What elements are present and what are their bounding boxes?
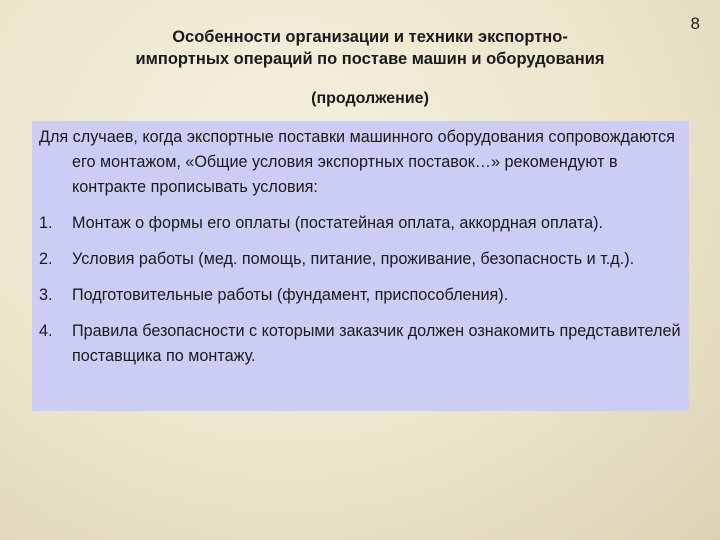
condition-text: Монтаж о формы его оплаты (постатейная оплата, аккордная оплата). [72, 214, 604, 232]
slide-title-line-2: импортных операций по поставе машин и оборудования [135, 50, 605, 68]
condition-item-3 [39, 283, 681, 308]
condition-number: 3. [39, 286, 53, 304]
content-box [32, 121, 689, 411]
conditions-list [39, 211, 681, 369]
condition-item-1 [39, 211, 681, 236]
slide-subtitle: (продолжение) [311, 90, 429, 107]
condition-item-2 [39, 247, 681, 272]
condition-item-4 [39, 319, 681, 369]
intro-paragraph: Для случаев, когда экспортные поставки машинного оборудования сопровождаются его монтажом, «Общие условия экспортных поставок…» рекомендуют в контракте прописывать условия: [39, 128, 675, 196]
condition-number: 2. [39, 250, 53, 268]
condition-number: 1. [39, 214, 53, 232]
condition-text: Правила безопасности с которыми заказчик должен ознакомить представителей поставщика по монтажу. [72, 322, 681, 365]
condition-text: Подготовительные работы (фундамент, приспособления). [72, 286, 509, 304]
slide-title [60, 26, 680, 70]
slide-title-line-1: Особенности организации и техники экспортно- [172, 28, 568, 46]
slide-number: 8 [690, 14, 700, 33]
condition-number: 4. [39, 322, 53, 340]
condition-text: Условия работы (мед. помощь, питание, проживание, безопасность и т.д.). [72, 250, 635, 268]
